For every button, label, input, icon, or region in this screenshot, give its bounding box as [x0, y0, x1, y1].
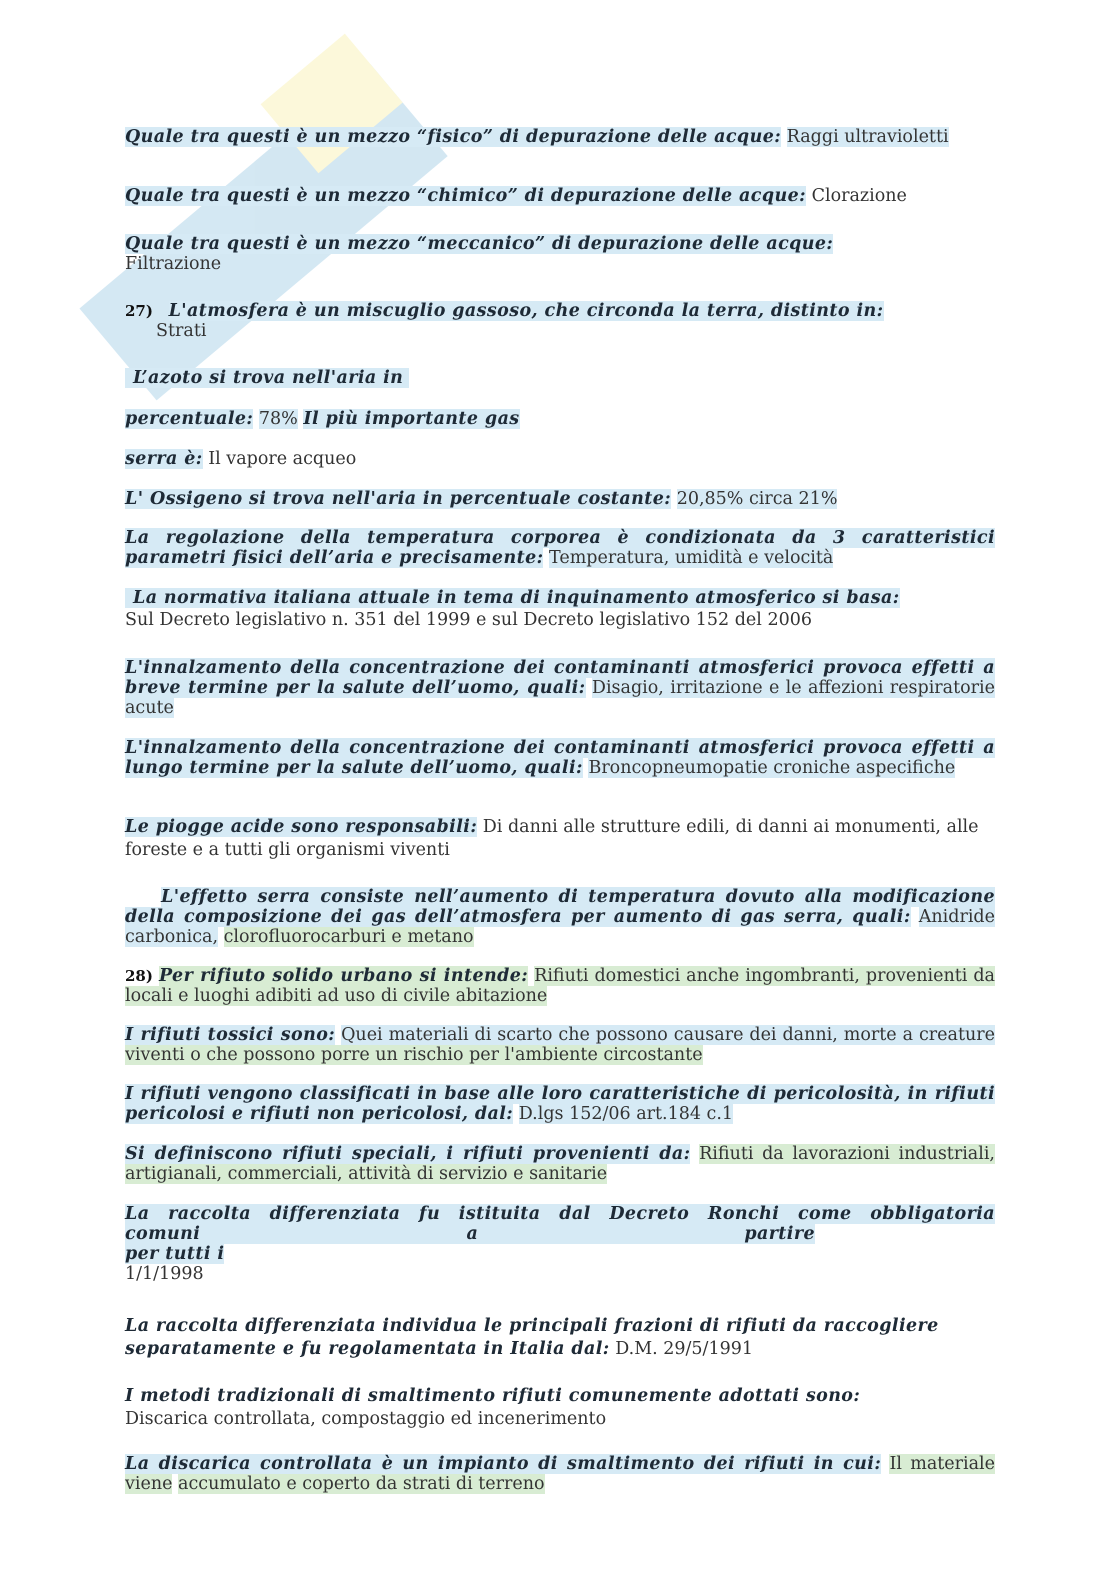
qa-item-9	[125, 528, 995, 568]
question-text: Per rifiuto solido urbano si intende:	[158, 966, 529, 986]
qa-item-8	[125, 489, 995, 509]
qa-item-4	[125, 301, 995, 341]
answer-text: Strati	[156, 321, 207, 341]
question-text: L' Ossigeno si trova nell'aria in percentuale costante:	[125, 489, 672, 509]
answer-text: D.lgs 152/06 art.184 c.1	[518, 1104, 734, 1124]
question-text: Quale tra questi è un mezzo “meccanico” di depurazione delle acque:	[125, 234, 834, 254]
answer-text: Broncopneumopatie croniche aspecifiche	[588, 758, 956, 778]
question-text: L'atmosfera è un miscuglio gassoso, che circonda la terra, distinto in:	[168, 301, 884, 321]
answer-text: Temperatura, umidità e velocità	[549, 548, 834, 568]
qa-item-20	[125, 1315, 995, 1361]
answer-text: Quei materiali di scarto che possono causare dei danni, morte a creature	[341, 1025, 995, 1045]
question-text: Quale tra questi è un mezzo “chimico” di depurazione delle acque:	[125, 186, 807, 206]
question-text: L’azoto si trova nell'aria in	[125, 368, 409, 388]
qa-item-17	[125, 1084, 995, 1124]
question-text: La regolazione della temperatura corporea è condizionata da 3 caratteristici parametri fisici dell’aria e precisamente:	[125, 528, 995, 568]
answer-text: Sul Decreto legislativo n. 351 del 1999 e sul Decreto legislativo 152 del 2006	[125, 610, 812, 630]
answer-text: Il materiale viene	[125, 1454, 995, 1494]
question-number: 28)	[125, 967, 153, 985]
answer-text: Rifiuti domestici anche ingombranti, provenienti da	[534, 966, 995, 986]
question-text: I rifiuti tossici sono:	[125, 1025, 336, 1045]
qa-item-1	[125, 127, 995, 147]
answer-text: Rifiuti da lavorazioni industriali,	[699, 1144, 995, 1164]
qa-item-21	[125, 1385, 995, 1431]
qa-item-2	[125, 186, 995, 206]
question-text: serra è:	[125, 449, 203, 469]
qa-item-12	[125, 738, 995, 778]
question-text: La raccolta differenziata individua le principali frazioni di rifiuti da raccogliere separatamente e fu regolamentata in Italia dal:	[125, 1316, 939, 1359]
qa-item-13	[125, 816, 995, 862]
qa-item-10	[125, 588, 995, 632]
answer-text: Raggi ultravioletti	[786, 127, 949, 147]
qa-item-6	[125, 409, 995, 429]
question-text: percentuale:	[125, 409, 254, 429]
answer-text-continued: accumulato e coperto da strati di terreno	[178, 1474, 545, 1494]
answer-text: D.M. 29/5/1991	[615, 1339, 753, 1359]
question-number: 27)	[125, 302, 153, 320]
answer-text: Filtrazione	[125, 254, 222, 274]
watermark-banner	[79, 64, 447, 400]
answer-text: Discarica controllata, compostaggio ed incenerimento	[125, 1409, 607, 1429]
question-text: L'effetto serra consiste nell’aumento di temperatura dovuto alla modificazione della composizione dei gas dell’atmosfera per aumento di gas serra, quali:	[125, 887, 995, 927]
qa-item-15	[125, 966, 995, 1006]
question-text: La raccolta differenziata fu istituita dal Decreto Ronchi come obbligatoria	[125, 1204, 995, 1224]
qa-item-19	[125, 1204, 995, 1284]
answer-text-continued: locali e luoghi adibiti ad uso di civile abitazione	[125, 986, 548, 1006]
answer-text: 1/1/1998	[125, 1264, 204, 1284]
qa-item-18	[125, 1144, 995, 1184]
qa-item-22	[125, 1454, 995, 1494]
qa-item-16	[125, 1025, 995, 1065]
answer-text: Clorazione	[811, 186, 907, 206]
qa-item-3	[125, 234, 995, 274]
answer-text-continued: clorofluorocarburi e metano	[223, 927, 474, 947]
question-text: Si definiscono rifiuti speciali, i rifiuti provenienti da:	[125, 1144, 691, 1164]
qa-item-5	[125, 368, 995, 388]
qa-item-7	[125, 449, 995, 469]
answer-text-continued: artigianali, commerciali, attività di servizio e sanitarie	[125, 1164, 608, 1184]
question-text: La normativa italiana attuale in tema di inquinamento atmosferico si basa:	[125, 588, 900, 608]
question-text: I rifiuti vengono classificati in base alle loro caratteristiche di pericolosità, in rifiuti pericolosi e rifiuti non pericolosi, dal:	[125, 1084, 995, 1124]
question-text-line2: comuni a partire	[125, 1224, 815, 1244]
answer-text: Di danni alle strutture edili, di danni ai monumenti, alle foreste e a tutti gli organismi viventi	[125, 817, 979, 860]
question-text: La discarica controllata è un impianto di smaltimento dei rifiuti in cui:	[125, 1454, 882, 1474]
question-text-line3: per tutti i	[125, 1244, 225, 1264]
answer-text: Il vapore acqueo	[208, 449, 357, 469]
question-text: L'innalzamento della concentrazione dei contaminanti atmosferici provoca effetti a breve termine per la salute dell’uomo, quali:	[125, 658, 995, 698]
qa-item-11	[125, 658, 995, 718]
qa-item-14	[125, 887, 995, 947]
question-text: Le piogge acide sono responsabili:	[125, 817, 478, 837]
question-text: I metodi tradizionali di smaltimento rifiuti comunemente adottati sono:	[125, 1386, 861, 1406]
answer-text-continued: viventi o che possono porre un rischio per l'ambiente circostante	[125, 1045, 703, 1065]
answer-text: 78%	[258, 409, 298, 429]
answer-text: Anidride carbonica,	[125, 907, 995, 947]
question-text: Quale tra questi è un mezzo “fisico” di depurazione delle acque:	[125, 127, 782, 147]
answer-text: 20,85% circa 21%	[676, 489, 838, 509]
question-text-continued: Il più importante gas	[303, 409, 520, 429]
question-text: L'innalzamento della concentrazione dei contaminanti atmosferici provoca effetti a lungo termine per la salute dell’uomo, quali:	[125, 738, 995, 778]
answer-text: Disagio, irritazione e le affezioni respiratorie acute	[125, 678, 995, 718]
